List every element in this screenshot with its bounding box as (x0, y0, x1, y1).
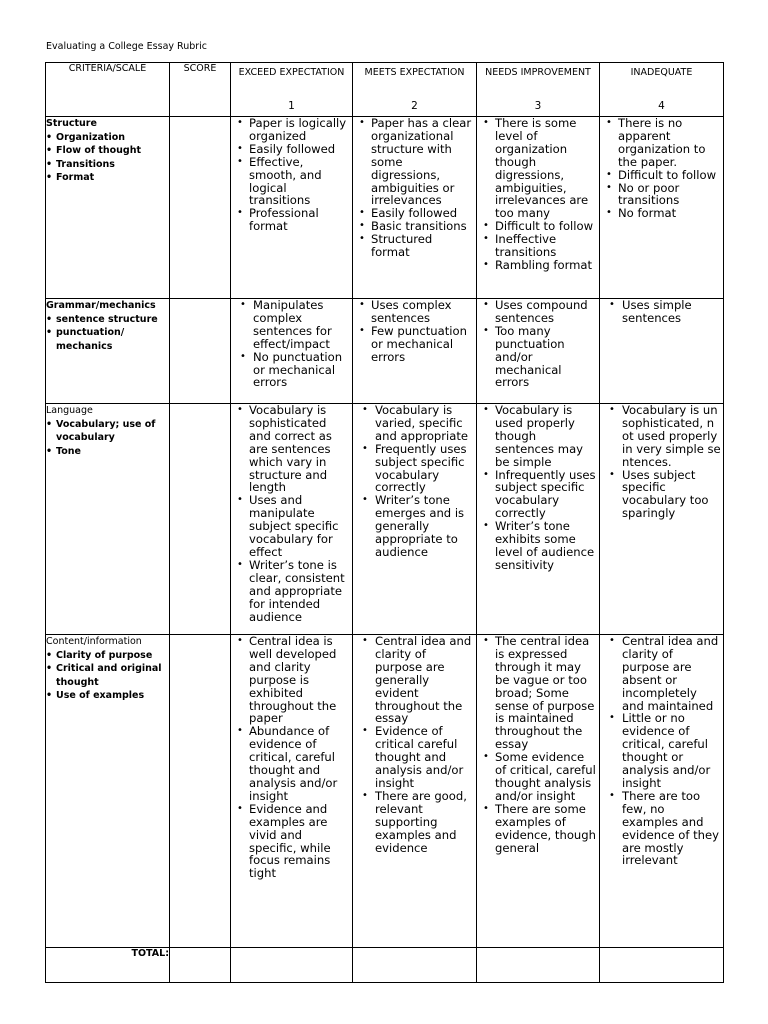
list-item: • Central idea is well developed and clarity purpose is exhibited throughout the paper (235, 635, 350, 725)
list-item: • Tone (46, 445, 169, 459)
list-item: • Uses complex sentences (357, 299, 474, 325)
list-item: • Writer’s tone emerges and is generally appropriate to audience (357, 494, 474, 559)
empty-cell (477, 948, 600, 983)
list-item: • Evidence and examples are vivid and specific, while focus remains tight (235, 803, 350, 880)
list-item: • Difficult to follow (481, 220, 597, 233)
descriptor-cell (600, 635, 724, 948)
list-item: • Paper has a clear organizational structure with some digressions, ambiguities or irrelevances (357, 117, 474, 207)
empty-cell (231, 948, 353, 983)
descriptor-cell (353, 635, 477, 948)
list-item: • Ineffective transitions (481, 233, 597, 259)
list-item: • Use of examples (46, 689, 169, 703)
list-item: • No or poor transitions (604, 182, 721, 208)
list-item: • sentence structure (46, 313, 169, 327)
list-item: • punctuation/ mechanics (46, 326, 169, 353)
header-criteria: CRITERIA/SCALE (46, 63, 170, 117)
list-item: • Few punctuation or mechanical errors (357, 325, 474, 364)
header-level-1: EXCEED EXPECTATION 1 (231, 63, 353, 117)
list-item: • Critical and original thought (46, 662, 169, 689)
list-item: • Easily followed (235, 143, 350, 156)
list-item: • Some evidence of critical, careful thought analysis and/or insight (481, 751, 597, 803)
list-item: • Uses and manipulate subject specific vocabulary for effect (235, 494, 350, 559)
row-language (46, 404, 724, 635)
list-item: • Uses compound sentences (481, 299, 597, 325)
header-level-2: MEETS EXPECTATION 2 (353, 63, 477, 117)
list-item: • Easily followed (357, 207, 474, 220)
score-cell[interactable] (170, 117, 231, 299)
list-item: • Clarity of purpose (46, 649, 169, 663)
document-title: Evaluating a College Essay Rubric (46, 41, 208, 52)
list-item: • Infrequently uses subject specific vocabulary correctly (481, 469, 597, 521)
criterion-language: Language • Vocabulary; use of vocabulary • Tone (46, 404, 170, 635)
list-item: • Paper is logically organized (235, 117, 350, 143)
descriptor-cell (600, 117, 724, 299)
score-cell[interactable] (170, 404, 231, 635)
descriptor-cell (353, 117, 477, 299)
descriptor-cell (477, 635, 600, 948)
descriptor-cell (477, 117, 600, 299)
list-item: • No punctuation or mechanical errors (235, 351, 350, 390)
row-grammar (46, 299, 724, 404)
list-item: • The central idea is expressed through it may be vague or too broad; Some sense of purpose is maintained throughout the essay (481, 635, 597, 751)
list-item: • No format (604, 207, 721, 220)
list-item: • Writer’s tone exhibits some level of audience sensitivity (481, 520, 597, 572)
descriptor-cell (231, 117, 353, 299)
list-item: • Little or no evidence of critical, careful thought or analysis and/or insight (604, 712, 721, 789)
list-item: • Vocabulary is sophisticated and correct as are sentences which vary in structure and length (235, 404, 350, 494)
list-item: • There is some level of organization though digressions, ambiguities, irrelevances are too many (481, 117, 597, 220)
descriptor-cell (231, 635, 353, 948)
descriptor-cell (477, 404, 600, 635)
list-item: • Format (46, 171, 169, 185)
list-item: • Professional format (235, 207, 350, 233)
list-item: • Evidence of critical careful thought and analysis and/or insight (357, 725, 474, 790)
list-item: • There are too few, no examples and evidence of they are mostly irrelevant (604, 790, 721, 867)
list-item: • Writer’s tone is clear, consistent and appropriate for intended audience (235, 559, 350, 624)
list-item: • There are good, relevant supporting examples and evidence (357, 790, 474, 855)
list-item: • Effective, smooth, and logical transitions (235, 156, 350, 208)
list-item: • Central idea and clarity of purpose are generally evident throughout the essay (357, 635, 474, 725)
list-item: • Vocabulary is used properly though sentences may be simple (481, 404, 597, 469)
list-item: • Manipulates complex sentences for effect/impact (235, 299, 350, 351)
list-item: • Uses simple sentences (604, 299, 721, 325)
score-cell[interactable] (170, 635, 231, 948)
row-structure (46, 117, 724, 299)
header-score: SCORE (170, 63, 231, 117)
empty-cell (600, 948, 724, 983)
criterion-structure: Structure • Organization • Flow of thought • Transitions • Format (46, 117, 170, 299)
empty-cell (353, 948, 477, 983)
list-item: • Central idea and clarity of purpose are absent or incompletely and maintained (604, 635, 721, 712)
list-item: • Rambling format (481, 259, 597, 272)
list-item: • Vocabulary is unsophisticated, not used properly in very simple sentences. (604, 404, 721, 469)
descriptor-cell (231, 404, 353, 635)
descriptor-cell (353, 299, 477, 404)
total-label: TOTAL: (46, 948, 170, 983)
total-score-cell[interactable] (170, 948, 231, 983)
header-level-4: INADEQUATE 4 (600, 63, 724, 117)
descriptor-cell (600, 404, 724, 635)
row-total (46, 948, 724, 983)
descriptor-cell (231, 299, 353, 404)
list-item: • Transitions (46, 158, 169, 172)
list-item: • Abundance of evidence of critical, careful thought and analysis and/or insight (235, 725, 350, 802)
list-item: • Frequently uses subject specific vocabulary correctly (357, 443, 474, 495)
row-content (46, 635, 724, 948)
list-item: • Vocabulary; use of vocabulary (46, 418, 169, 445)
list-item: • Difficult to follow (604, 169, 721, 182)
list-item: • Organization (46, 131, 169, 145)
descriptor-cell (600, 299, 724, 404)
criterion-grammar: Grammar/mechanics • sentence structure • punctuation/ mechanics (46, 299, 170, 404)
list-item: • Structured format (357, 233, 474, 259)
list-item: • Vocabulary is varied, specific and appropriate (357, 404, 474, 443)
descriptor-cell (353, 404, 477, 635)
header-level-3: NEEDS IMPROVEMENT 3 (477, 63, 600, 117)
rubric-table (45, 62, 724, 983)
list-item: • There are some examples of evidence, though general (481, 803, 597, 855)
list-item: • There is no apparent organization to the paper. (604, 117, 721, 169)
list-item: • Uses subject specific vocabulary too sparingly (604, 469, 721, 521)
list-item: • Flow of thought (46, 144, 169, 158)
header-row (46, 63, 724, 117)
score-cell[interactable] (170, 299, 231, 404)
list-item: • Basic transitions (357, 220, 474, 233)
criterion-content: Content/information • Clarity of purpose • Critical and original thought • Use of examples (46, 635, 170, 948)
descriptor-cell (477, 299, 600, 404)
list-item: • Too many punctuation and/or mechanical errors (481, 325, 597, 390)
